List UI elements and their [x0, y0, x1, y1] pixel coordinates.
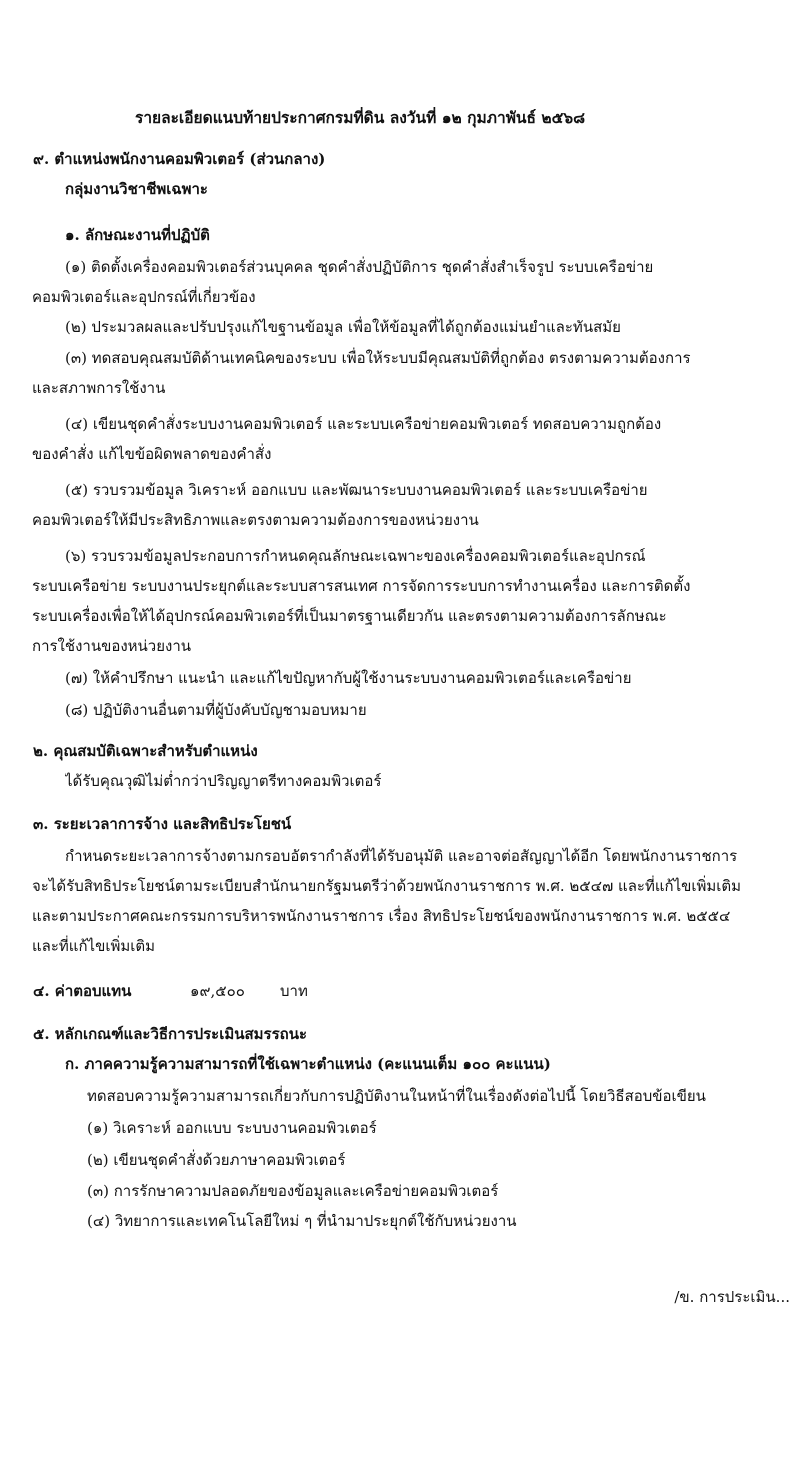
- document-header: รายละเอียดแนบท้ายประกาศกรมที่ดิน ลงวันที่ ๑๒ กุมภาพันธ์ ๒๕๖๘: [135, 108, 586, 127]
- page-continuation: /ข. การประเมิน...: [674, 1288, 790, 1306]
- section1-line: ของคำสั่ง แก้ไขข้อผิดพลาดของคำสั่ง: [32, 445, 272, 463]
- section1-line: และสภาพการใช้งาน: [32, 379, 166, 397]
- section5-intro: ทดสอบความรู้ความสามารถเกี่ยวกับการปฏิบัติงานในหน้าที่ในเรื่องดังต่อไปนี้ โดยวิธีสอบข้อเขียน: [87, 1087, 706, 1105]
- section1-line: (๗) ให้คำปรึกษา แนะนำ และแก้ไขปัญหากับผู้ใช้งานระบบงานคอมพิวเตอร์และเครือข่าย: [65, 669, 632, 687]
- section5-item: (๒) เขียนชุดคำสั่งด้วยภาษาคอมพิวเตอร์: [87, 1151, 346, 1169]
- position-title: ๙. ตำแหน่งพนักงานคอมพิวเตอร์ (ส่วนกลาง): [33, 150, 326, 168]
- section3-line: จะได้รับสิทธิประโยชน์ตามระเบียบสำนักนายกรัฐมนตรีว่าด้วยพนักงานราชการ พ.ศ. ๒๕๔๗ และที่แก้ไขเพิ่มเติม: [32, 877, 742, 895]
- section3-line: และที่แก้ไขเพิ่มเติม: [32, 937, 156, 955]
- section5-heading: ๕. หลักเกณฑ์และวิธีการประเมินสมรรถนะ: [33, 1025, 308, 1043]
- section2-text: ได้รับคุณวุฒิไม่ต่ำกว่าปริญญาตรีทางคอมพิวเตอร์: [65, 772, 382, 790]
- salary-unit: บาท: [280, 982, 308, 1000]
- section1-line: (๘) ปฏิบัติงานอื่นตามที่ผู้บังคับบัญชามอบหมาย: [65, 701, 367, 719]
- section1-line: การใช้งานของหน่วยงาน: [32, 637, 192, 655]
- section1-line: ระบบเครื่องเพื่อให้ได้อุปกรณ์คอมพิวเตอร์ที่เป็นมาตรฐานเดียวกัน และตรงตามความต้องการลักษณะ: [32, 607, 667, 625]
- section5-item: (๑) วิเคราะห์ ออกแบบ ระบบงานคอมพิวเตอร์: [87, 1119, 377, 1137]
- section1-line: คอมพิวเตอร์และอุปกรณ์ที่เกี่ยวข้อง: [32, 288, 256, 306]
- section1-line: (๓) ทดสอบคุณสมบัติด้านเทคนิคของระบบ เพื่อให้ระบบมีคุณสมบัติที่ถูกต้อง ตรงตามความต้องการ: [65, 349, 691, 367]
- section5-item: (๓) การรักษาความปลอดภัยของข้อมูลและเครือข่ายคอมพิวเตอร์: [87, 1182, 499, 1200]
- position-group: กลุ่มงานวิชาชีพเฉพาะ: [65, 180, 208, 198]
- section3-line: และตามประกาศคณะกรรมการบริหารพนักงานราชการ เรื่อง สิทธิประโยชน์ของพนักงานราชการ พ.ศ. ๒๕๕๔: [32, 907, 731, 925]
- section5-item: (๔) วิทยาการและเทคโนโลยีใหม่ ๆ ที่นำมาประยุกต์ใช้กับหน่วยงาน: [87, 1212, 517, 1230]
- section1-line: (๖) รวบรวมข้อมูลประกอบการกำหนดคุณลักษณะเฉพาะของเครื่องคอมพิวเตอร์และอุปกรณ์: [65, 547, 646, 565]
- section3-heading: ๓. ระยะเวลาการจ้าง และสิทธิประโยชน์: [33, 815, 292, 833]
- section5-sub-a: ก. ภาคความรู้ความสามารถที่ใช้เฉพาะตำแหน่ง (คะแนนเต็ม ๑๐๐ คะแนน): [65, 1055, 551, 1073]
- section1-line: คอมพิวเตอร์ให้มีประสิทธิภาพและตรงตามความต้องการของหน่วยงาน: [32, 511, 479, 529]
- section1-line: (๑) ติดตั้งเครื่องคอมพิวเตอร์ส่วนบุคคล ชุดคำสั่งปฏิบัติการ ชุดคำสั่งสำเร็จรูป ระบบเครือข่าย: [65, 258, 654, 276]
- section1-line: ระบบเครือข่าย ระบบงานประยุกต์และระบบสารสนเทศ การจัดการระบบการทำงานเครื่อง และการติดตั้ง: [32, 577, 691, 595]
- section1-line: (๔) เขียนชุดคำสั่งระบบงานคอมพิวเตอร์ และระบบเครือข่ายคอมพิวเตอร์ ทดสอบความถูกต้อง: [65, 415, 662, 433]
- section1-line: (๒) ประมวลผลและปรับปรุงแก้ไขฐานข้อมูล เพื่อให้ข้อมูลที่ได้ถูกต้องแม่นยำและทันสมัย: [65, 318, 621, 336]
- section2-heading: ๒. คุณสมบัติเฉพาะสำหรับตำแหน่ง: [33, 742, 258, 760]
- section1-heading: ๑. ลักษณะงานที่ปฏิบัติ: [65, 226, 210, 244]
- salary-amount: ๑๙,๕๐๐: [190, 982, 245, 1000]
- section3-line: กำหนดระยะเวลาการจ้างตามกรอบอัตรากำลังที่ได้รับอนุมัติ และอาจต่อสัญญาได้อีก โดยพนักงานราชการ: [65, 847, 738, 865]
- section4-heading: ๔. ค่าตอบแทน: [33, 982, 132, 1000]
- section1-line: (๕) รวบรวมข้อมูล วิเคราะห์ ออกแบบ และพัฒนาระบบงานคอมพิวเตอร์ และระบบเครือข่าย: [65, 481, 648, 499]
